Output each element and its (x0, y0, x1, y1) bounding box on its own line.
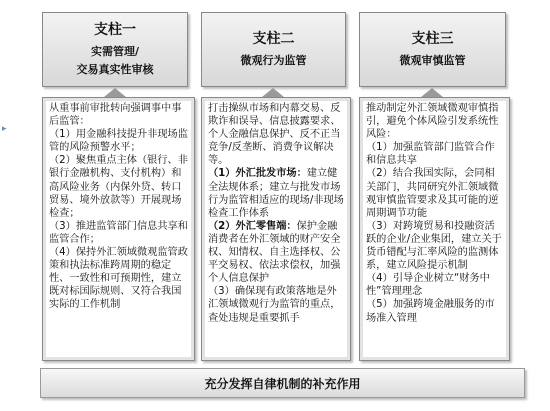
pillar-1-subtitle-line-1: 实需管理/ (90, 44, 140, 58)
pillar-2-item-1-text: 建立健全法规体系；建立与批发市场行为监管相适应的现场/非现场检查工作体系 (208, 168, 344, 219)
pillar-1-item-1: （1）用金融科技提升非现场监管的风险预警水平； (49, 129, 188, 154)
pillar-3-item-intro: 推动制定外汇领域微观审慎指引，避免个体风险引发系统性风险： (366, 103, 499, 141)
pillar-1-item-4: （4）保持外汇领域微观监管政策和执法标准跨周期的稳定性、一致性和可预期性，建立既对标国际规则、又符合我国实际的工作机制 (49, 247, 188, 311)
pillar-3-header (359, 12, 506, 87)
pillar-1-item-intro: 从重事前审批转向强调事中事后监管： (49, 103, 182, 128)
pillar-2-item-1-lead: （1）外汇批发市场： (208, 168, 307, 180)
margin-mark-icon: ▸ (2, 124, 7, 134)
pillar-1-item-2: （2）聚焦重点主体（银行、非银行金融机构、支付机构）和高风险业务（内保外贷、转口贸易、境外放款等）开展现场检查； (49, 155, 188, 219)
pillar-2-item-3: （3）确保现有政策落地是外汇领域微观行为监管的重点，查处违规是重要抓手 (208, 286, 341, 324)
pillar-2-item-1 (208, 167, 344, 219)
pillar-3-item-3: （3）对跨境贸易和投融资活跃的企业/企业集团，建立关于货币错配与汇率风险的监测体系，建立风险提示机制 (366, 220, 502, 272)
pillar-2-item-2 (208, 220, 344, 285)
pillar-1-arrow-icon (104, 88, 126, 97)
pillar-1-subtitle-line-2: 交易真实性审核 (76, 62, 154, 76)
footer-bar (40, 368, 525, 398)
pillar-2-item-2-text: 保护金融消费者在外汇领域的财产安全权、知情权、自主选择权、公平交易权、依法求偿权，加强个人信息保护 (208, 220, 341, 285)
pillar-1-header (42, 12, 188, 87)
pillar-3-item-5: （5）加强跨境金融服务的市场准入管理 (366, 299, 495, 324)
pillar-3-body (359, 97, 510, 361)
pillar-3-item-2: （2）结合我国实际，会同相关部门，共同研究外汇领域微观审慎监管要求及其可能的逆周期调节功能 (366, 168, 499, 219)
pillar-3-title: 支柱三 (411, 30, 454, 47)
pillar-3-item-1: （1）加强监管部门监管合作和信息共享 (366, 142, 495, 167)
pillar-3-subtitle-line-1: 微观审慎监管 (399, 53, 466, 67)
pillar-1-title: 支柱一 (94, 21, 136, 38)
pillar-2-item-intro: 打击操纵市场和内幕交易、反欺诈和误导、信息披露要求、个人金融信息保护、反不正当竞争/反垄断、消费争议解决等。 (208, 103, 341, 167)
pillar-3-item-4: （4）引导企业树立“财务中性”管理理念 (366, 273, 490, 298)
pillar-2-header (201, 12, 346, 87)
pillar-2-title: 支柱二 (252, 30, 295, 47)
pillar-2-arrow-icon (262, 88, 284, 97)
pillar-2-body (201, 97, 351, 361)
pillar-2-item-2-lead: （2）外汇零售端： (208, 220, 297, 232)
pillar-1-body (42, 97, 195, 361)
pillar-2-subtitle-line-1: 微观行为监管 (240, 53, 307, 67)
footer-text: 充分发挥自律机制的补充作用 (204, 376, 361, 391)
pillar-3-arrow-icon (421, 88, 443, 97)
pillar-1-item-3: （3）推进监管部门信息共享和监管合作； (49, 220, 188, 245)
